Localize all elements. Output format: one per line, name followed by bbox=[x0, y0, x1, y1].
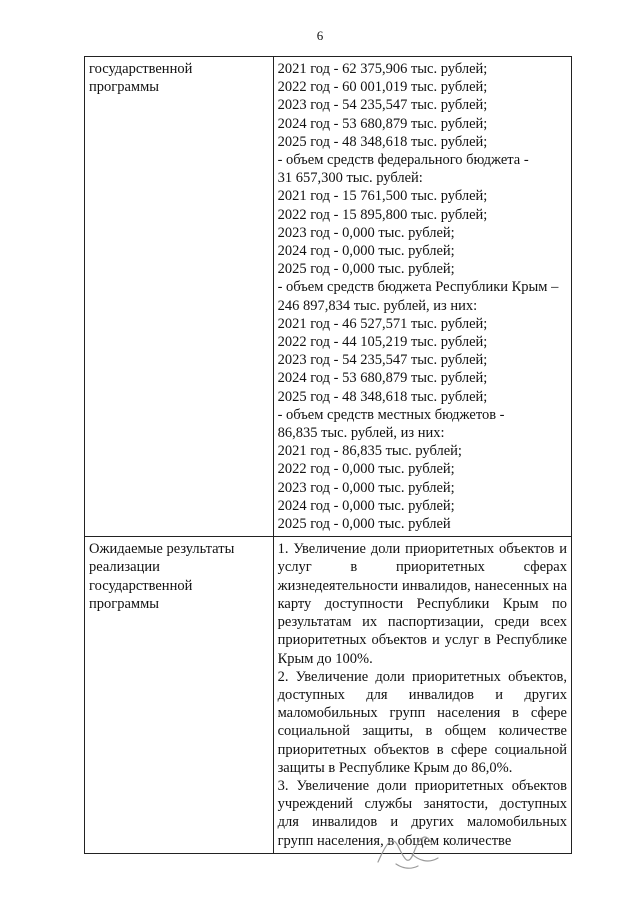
result-paragraph: 1. Увеличение доли приоритетных объектов и услуг в приоритетных сферах жизнедеятельности инвалидов, нанесенных на карту доступности Республики Крым по результатам их паспортизации, среди всех приоритетных объектов и услуг в Республике Крым до 100%. bbox=[277, 541, 567, 667]
funding-line: - объем средств местных бюджетов - bbox=[277, 406, 505, 423]
funding-line: 2025 год - 0,000 тыс. рублей; bbox=[277, 261, 455, 278]
table-row bbox=[85, 537, 572, 853]
funding-line: 2021 год - 62 375,906 тыс. рублей; bbox=[277, 61, 488, 77]
funding-line: 2021 год - 15 761,500 тыс. рублей; bbox=[277, 188, 488, 205]
funding-line: 2022 год - 15 895,800 тыс. рублей; bbox=[277, 206, 488, 223]
funding-line: 2021 год - 46 527,571 тыс. рублей; bbox=[277, 315, 488, 332]
row-label-line: программы bbox=[89, 79, 159, 96]
funding-line: 86,835 тыс. рублей, из них: bbox=[277, 425, 445, 442]
funding-line: 2024 год - 53 680,879 тыс. рублей; bbox=[277, 370, 488, 387]
funding-line: 2024 год - 0,000 тыс. рублей; bbox=[277, 243, 455, 260]
funding-line: 2024 год - 0,000 тыс. рублей; bbox=[277, 497, 455, 514]
funding-line: 2023 год - 54 235,547 тыс. рублей; bbox=[277, 97, 488, 114]
row-label-cell bbox=[85, 537, 274, 853]
row-label-line: реализации bbox=[89, 559, 160, 576]
row-label-line: государственной bbox=[89, 61, 193, 77]
program-table bbox=[84, 56, 572, 854]
page-number: 6 bbox=[316, 28, 324, 43]
funding-line: 2024 год - 53 680,879 тыс. рублей; bbox=[277, 115, 488, 132]
funding-line: 2022 год - 0,000 тыс. рублей; bbox=[277, 461, 455, 478]
funding-cell bbox=[273, 57, 571, 537]
funding-line: 2022 год - 44 105,219 тыс. рублей; bbox=[277, 334, 488, 351]
row-label-line: государственной bbox=[89, 577, 193, 594]
funding-line: 2025 год - 0,000 тыс. рублей bbox=[277, 516, 451, 533]
funding-line: 31 657,300 тыс. рублей: bbox=[277, 170, 423, 187]
funding-line: - объем средств федерального бюджета - bbox=[277, 152, 529, 169]
expected-results-cell bbox=[273, 537, 571, 853]
funding-line: - объем средств бюджета Республики Крым – bbox=[277, 279, 559, 296]
funding-line: 2025 год - 48 348,618 тыс. рублей; bbox=[277, 133, 488, 150]
table-row bbox=[85, 57, 572, 537]
funding-line: 2021 год - 86,835 тыс. рублей; bbox=[277, 443, 462, 460]
funding-line: 2022 год - 60 001,019 тыс. рублей; bbox=[277, 79, 488, 96]
result-paragraph: 3. Увеличение доли приоритетных объектов учреждений службы занятости, доступных для инвалидов и других маломобильных групп населения, в общем количестве bbox=[277, 777, 567, 849]
funding-line: 2023 год - 0,000 тыс. рублей; bbox=[277, 224, 455, 241]
row-label-line: программы bbox=[89, 595, 159, 612]
funding-line: 2025 год - 48 348,618 тыс. рублей; bbox=[277, 388, 488, 405]
row-label-line: Ожидаемые результаты bbox=[89, 541, 235, 558]
funding-line: 2023 год - 54 235,547 тыс. рублей; bbox=[277, 352, 488, 369]
funding-line: 246 897,834 тыс. рублей, из них: bbox=[277, 297, 478, 314]
funding-line: 2023 год - 0,000 тыс. рублей; bbox=[277, 479, 455, 496]
row-label-cell bbox=[85, 57, 274, 537]
result-paragraph: 2. Увеличение доли приоритетных объектов, доступных для инвалидов и других маломобильных групп населения в сфере социальной защиты, в общем количестве приоритетных объектов в сфере социальной защиты в Республике Крым до 86,0%. bbox=[277, 668, 567, 776]
signature-mark bbox=[368, 824, 448, 874]
